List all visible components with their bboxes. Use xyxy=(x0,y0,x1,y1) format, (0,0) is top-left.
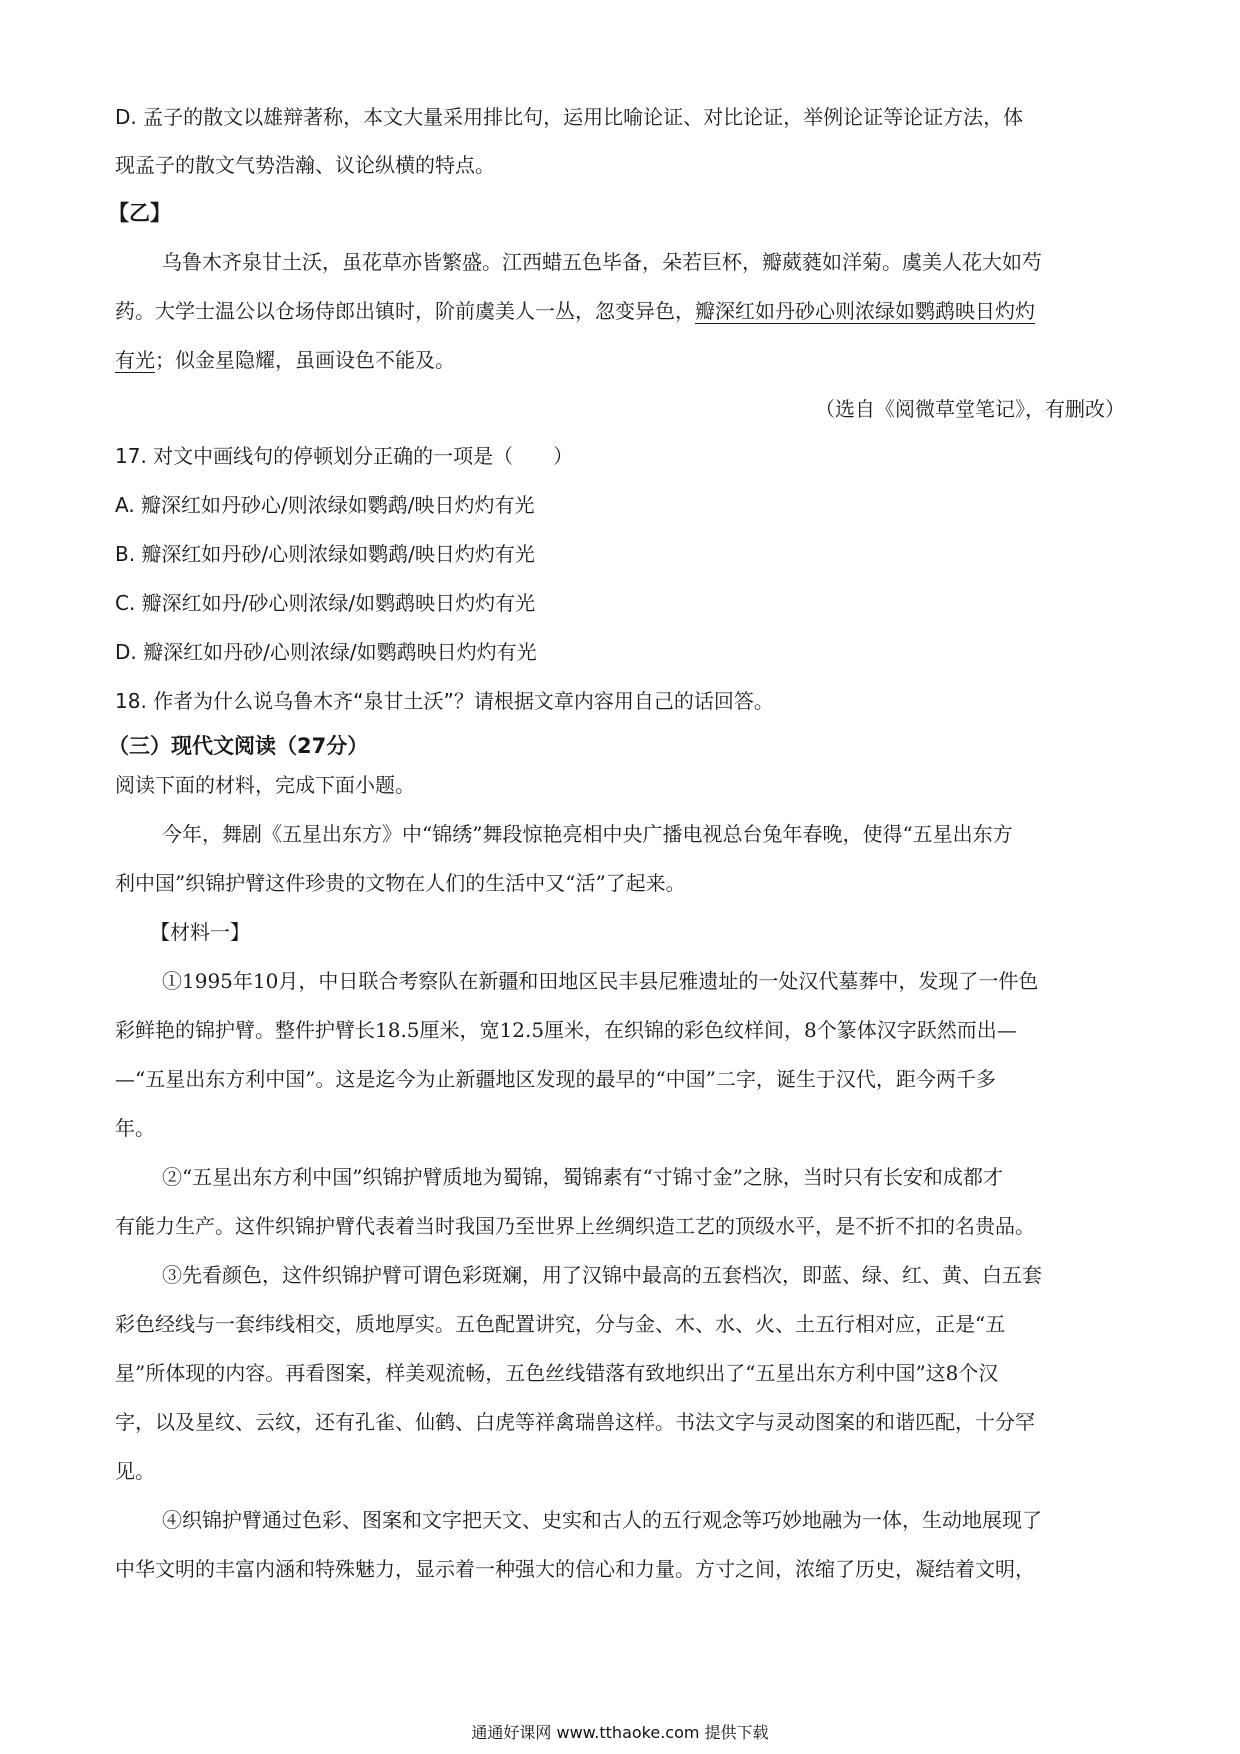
q18-stem: 18. 作者为什么说乌鲁木齐“泉甘土沃”？请根据文章内容用自己的话回答。 xyxy=(115,689,774,713)
passage-yi-source: （选自《阅微草堂笔记》，有删改） xyxy=(815,397,1125,421)
para4-line1: ④织锦护臂通过色彩、图案和文字把天文、史实和古人的五行观念等巧妙地融为一体，生动地展现了 xyxy=(162,1508,1042,1532)
para3-line2: 彩色经线与一套纬线相交，质地厚实。五色配置讲究，分与金、木、水、火、土五行相对应，正是“五 xyxy=(115,1312,1006,1336)
para3-line3: 星”所体现的内容。再看图案，样美观流畅，五色丝线错落有致地织出了“五星出东方利中国”这8个汉 xyxy=(115,1361,999,1385)
q17-option-c: C. 瓣深红如丹/砂心则浓绿/如鹦鹉映日灼灼有光 xyxy=(115,591,536,615)
para3-line4: 字，以及星纹、云纹，还有孔雀、仙鹤、白虎等祥禽瑞兽这样。书法文字与灵动图案的和谐匹配，十分罕 xyxy=(115,1410,1035,1434)
section3-instruction: 阅读下面的材料，完成下面小题。 xyxy=(115,773,415,797)
q17-option-b: B. 瓣深红如丹砂/心则浓绿如鹦鹉/映日灼灼有光 xyxy=(115,542,535,566)
passage-yi-line1: 乌鲁木齐泉甘土沃，虽花草亦皆繁盛。江西蜡五色毕备，朵若巨杯，瓣葳蕤如洋菊。虞美人花大如芍 xyxy=(162,250,1042,274)
passage-yi-line2-plain: 药。大学士温公以仓场侍郎出镇时，阶前虞美人一丛，忽变异色， xyxy=(115,299,695,323)
intro-line2: 利中国”织锦护臂这件珍贵的文物在人们的生活中又“活”了起来。 xyxy=(115,871,686,895)
passage-yi-line3 xyxy=(115,345,1125,375)
material-one-label: 【材料一】 xyxy=(150,920,250,944)
passage-yi-line3-plain: ；似金星隐耀，虽画设色不能及。 xyxy=(155,348,455,372)
prev-option-d-line2: 现孟子的散文气势浩瀚、议论纵横的特点。 xyxy=(115,153,495,177)
para2-line2: 有能力生产。这件织锦护臂代表着当时我国乃至世界上丝绸织造工艺的顶级水平，是不折不扣的名贵品。 xyxy=(115,1214,1035,1238)
passage-yi-underlined-sentence-part1: 瓣深红如丹砂心则浓绿如鹦鹉映日灼灼 xyxy=(695,299,1035,323)
q17-option-a: A. 瓣深红如丹砂心/则浓绿如鹦鹉/映日灼灼有光 xyxy=(115,493,535,517)
para3-line1: ③先看颜色，这件织锦护臂可谓色彩斑斓，用了汉锦中最高的五套档次，即蓝、绿、红、黄、白五套 xyxy=(162,1263,1042,1287)
intro-line1: 今年，舞剧《五星出东方》中“锦绣”舞段惊艳亮相中央广播电视总台兔年春晚，使得“五星出东方 xyxy=(162,822,1013,846)
para4-line2: 中华文明的丰富内涵和特殊魅力，显示着一种强大的信心和力量。方寸之间，浓缩了历史，凝结着文明， xyxy=(115,1557,1035,1581)
page-footer: 通通好课网 www.tthaoke.com 提供下载 xyxy=(471,1723,769,1742)
para2-line1: ②“五星出东方利中国”织锦护臂质地为蜀锦，蜀锦素有“寸锦寸金”之脉，当时只有长安和成都才 xyxy=(162,1165,1003,1189)
para1-line3: —“五星出东方利中国”。这是迄今为止新疆地区发现的最早的“中国”二字，诞生于汉代，距今两千多 xyxy=(115,1067,996,1091)
q17-stem: 17. 对文中画线句的停顿划分正确的一项是（ ） xyxy=(115,444,574,468)
para1-line1: ①1995年10月，中日联合考察队在新疆和田地区民丰县尼雅遗址的一处汉代墓葬中，发现了一件色 xyxy=(162,969,1039,993)
passage-yi-line2 xyxy=(115,296,1125,326)
passage-yi-label: 【乙】 xyxy=(108,201,171,225)
section3-heading: （三）现代文阅读（27分） xyxy=(108,734,369,758)
q17-option-d: D. 瓣深红如丹砂/心则浓绿/如鹦鹉映日灼灼有光 xyxy=(115,640,537,664)
prev-option-d-line1: D. 孟子的散文以雄辩著称，本文大量采用排比句，运用比喻论证、对比论证，举例论证等论证方法，体 xyxy=(115,105,1024,129)
para3-line5: 见。 xyxy=(115,1459,155,1483)
para1-line2: 彩鲜艳的锦护臂。整件护臂长18.5厘米，宽12.5厘米，在织锦的彩色纹样间，8个篆体汉字跃然而出— xyxy=(115,1018,1017,1042)
passage-yi-underlined-sentence-part2: 有光 xyxy=(115,348,155,372)
para1-line4: 年。 xyxy=(115,1116,155,1140)
